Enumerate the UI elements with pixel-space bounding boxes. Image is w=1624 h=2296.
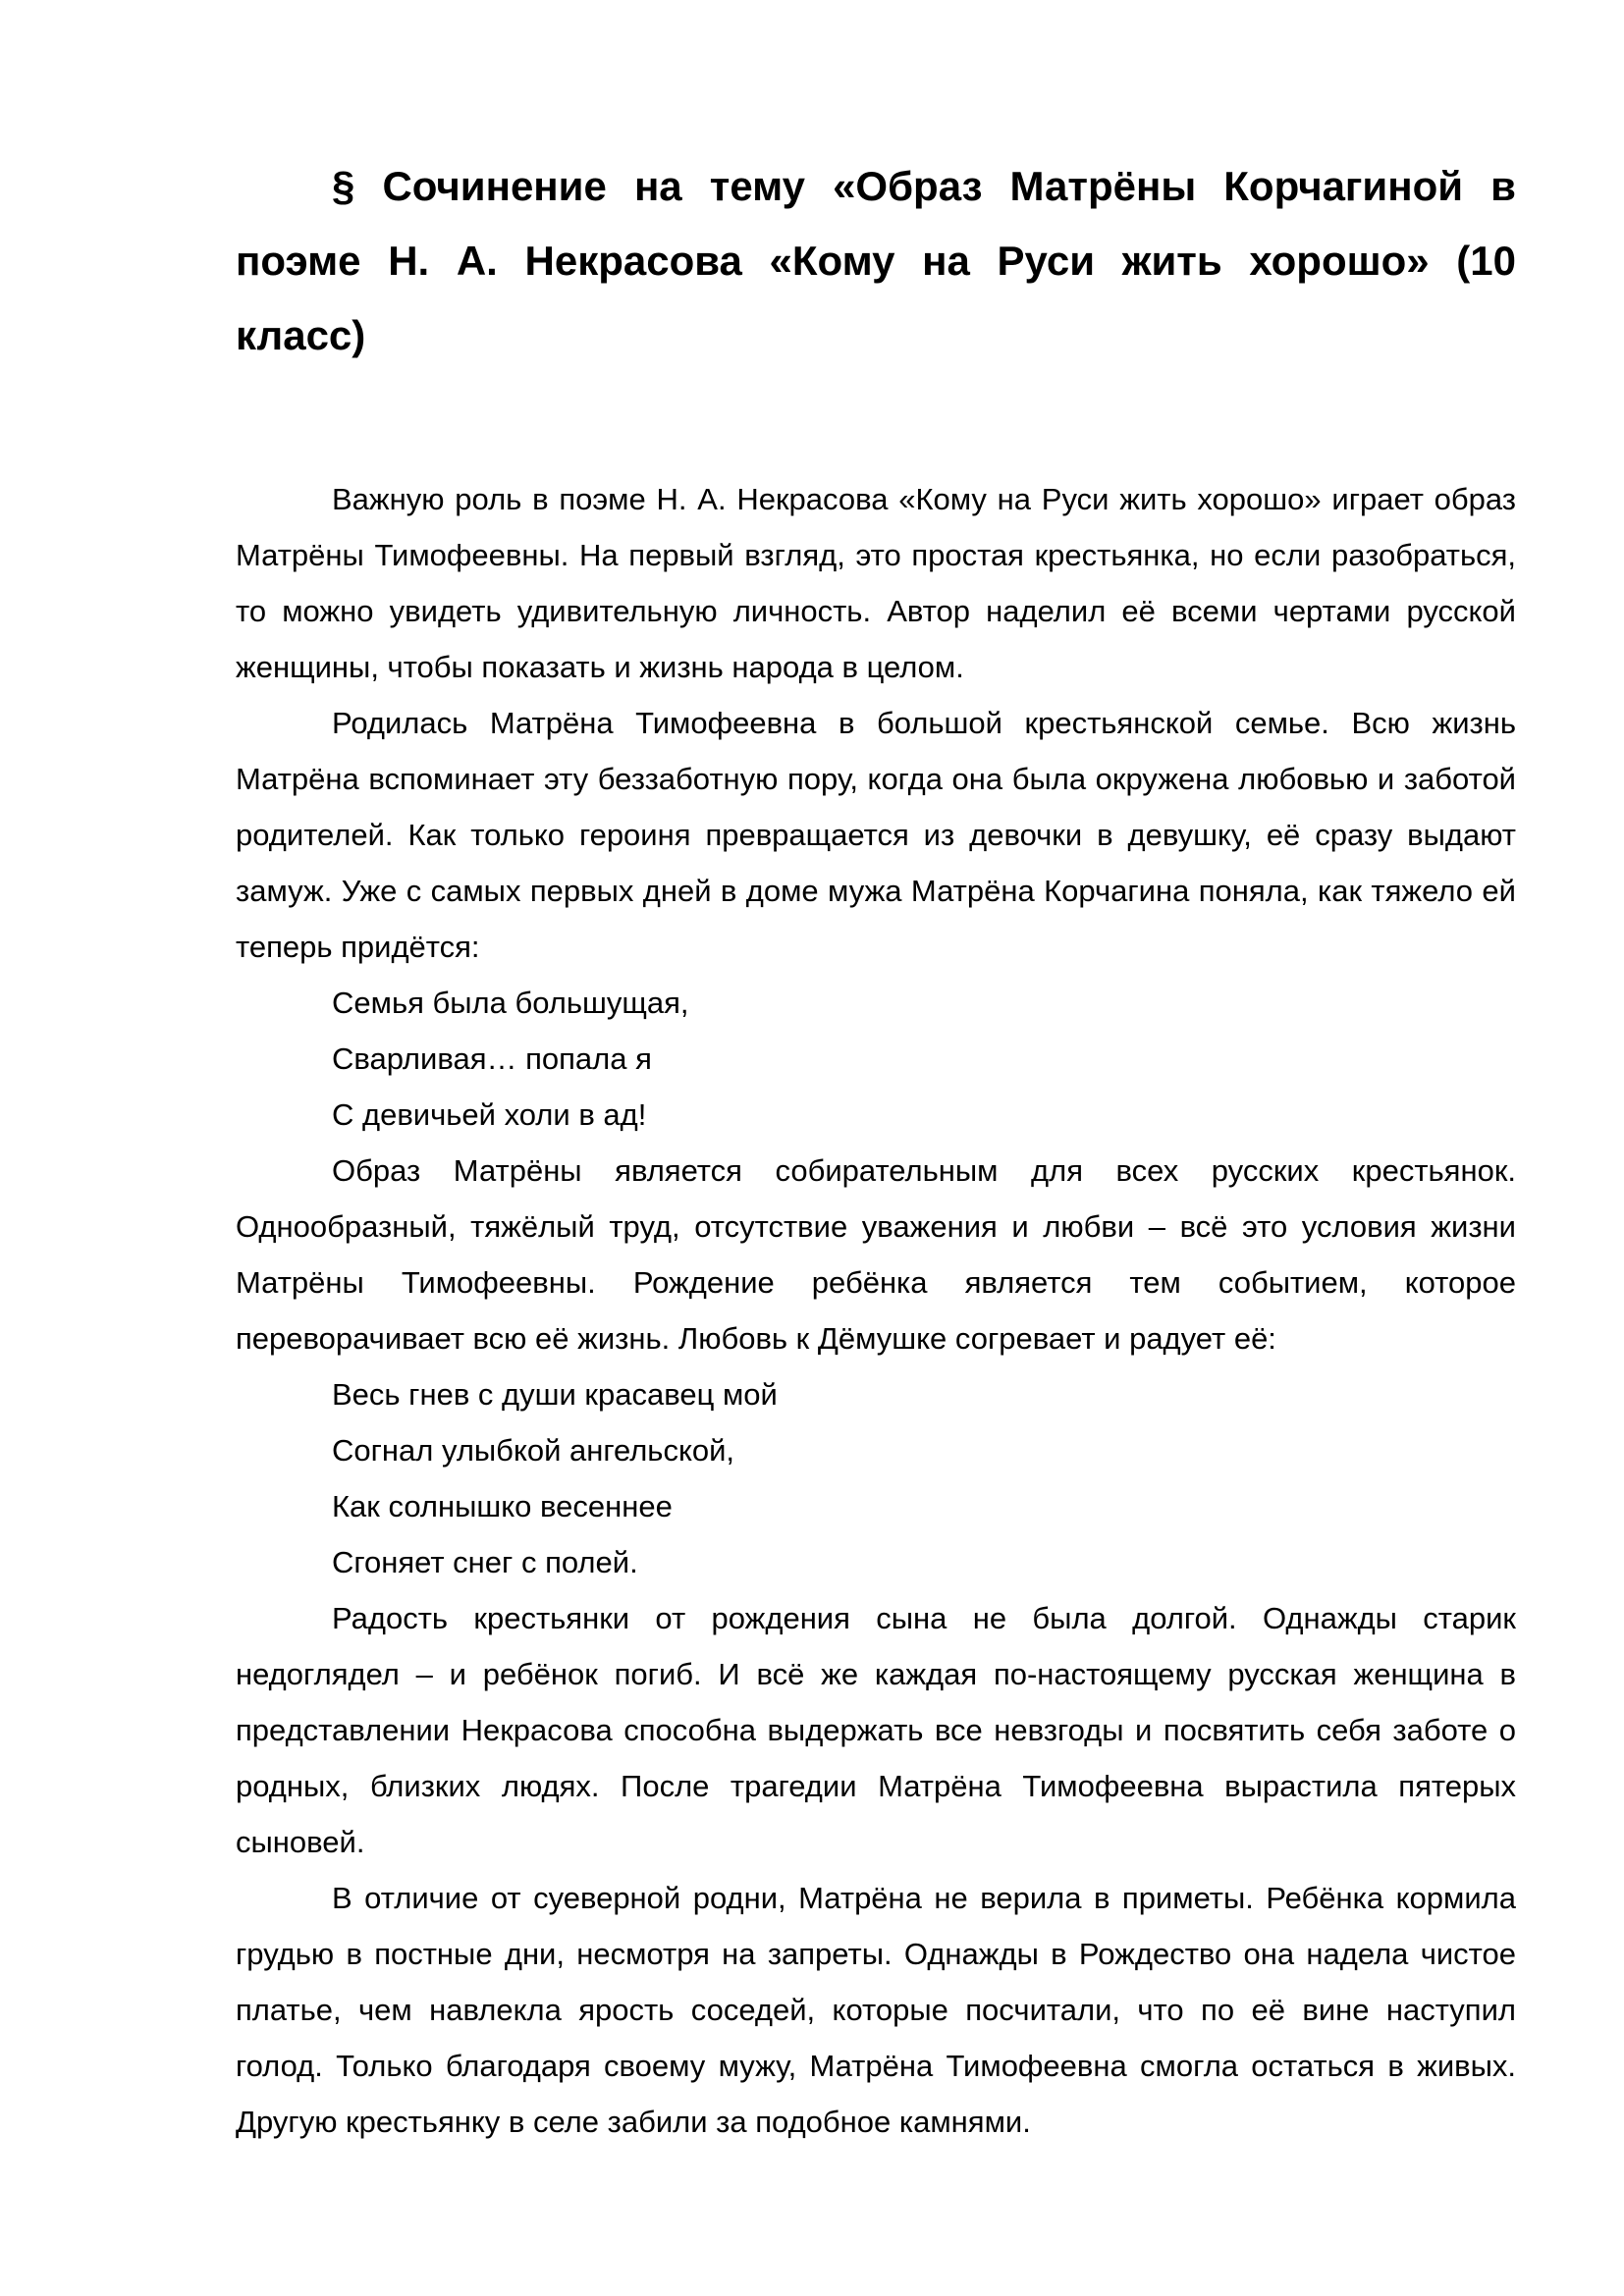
document-title: § Сочинение на тему «Образ Матрёны Корчагиной в поэме Н. А. Некрасова «Кому на Руси жить хорошо» (10 класс) bbox=[236, 163, 1516, 358]
poem-quote bbox=[236, 1366, 1516, 1590]
poem-line: Сварливая… попала я bbox=[332, 1041, 652, 1076]
poem-line: Семья была большущая, bbox=[332, 986, 689, 1020]
poem-quote bbox=[236, 975, 1516, 1143]
paragraph: Радость крестьянки от рождения сына не была долгой. Однажды старик недоглядел – и ребёнок погиб. И всё же каждая по-настоящему русская женщина в представлении Некрасова способна выдержать все невзгоды и посвятить себя заботе о родных, близких людях. После трагедии Матрёна Тимофеевна вырастила пятерых сыновей. bbox=[236, 1601, 1516, 1859]
poem-line: С девичьей холи в ад! bbox=[332, 1097, 647, 1132]
paragraph: Образ Матрёны является собирательным для всех русских крестьянок. Однообразный, тяжёлый труд, отсутствие уважения и любви – всё это условия жизни Матрёны Тимофеевны. Рождение ребёнка является тем событием, которое переворачивает всю её жизнь. Любовь к Дёмушке согревает и радует её: bbox=[236, 1153, 1516, 1356]
paragraph: Родилась Матрёна Тимофеевна в большой крестьянской семье. Всю жизнь Матрёна вспоминает эту беззаботную пору, когда она была окружена любовью и заботой родителей. Как только героиня превращается из девочки в девушку, её сразу выдают замуж. Уже с самых первых дней в доме мужа Матрёна Корчагина поняла, как тяжело ей теперь придётся: bbox=[236, 706, 1516, 964]
paragraph: Важную роль в поэме Н. А. Некрасова «Кому на Руси жить хорошо» играет образ Матрёны Тимофеевны. На первый взгляд, это простая крестьянка, но если разобраться, то можно увидеть удивительную личность. Автор наделил её всеми чертами русской женщины, чтобы показать и жизнь народа в целом. bbox=[236, 482, 1516, 684]
poem-line: Согнал улыбкой ангельской, bbox=[332, 1433, 735, 1468]
document-body bbox=[236, 149, 1516, 2150]
poem-line: Весь гнев с души красавец мой bbox=[332, 1377, 778, 1412]
paragraph: В отличие от суеверной родни, Матрёна не верила в приметы. Ребёнка кормила грудью в постные дни, несмотря на запреты. Однажды в Рождество она надела чистое платье, чем навлекла ярость соседей, которые посчитали, что по её вине наступил голод. Только благодаря своему мужу, Матрёна Тимофеевна смогла остаться в живых. Другую крестьянку в селе забили за подобное камнями. bbox=[236, 1881, 1516, 2139]
poem-line: Сгоняет снег с полей. bbox=[332, 1545, 638, 1579]
poem-line: Как солнышко весеннее bbox=[332, 1489, 673, 1523]
